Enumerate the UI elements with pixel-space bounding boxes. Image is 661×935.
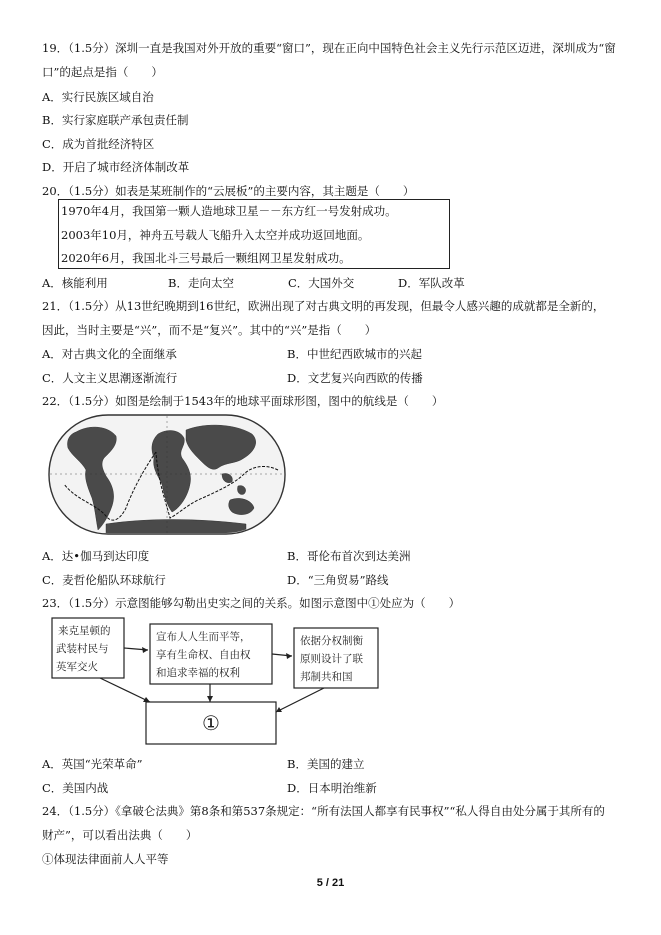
q20-box-line3: 2020年6月，我国北斗三号最后一颗组网卫星发射成功。	[61, 251, 351, 265]
box2-line2: 享有生命权、自由权	[156, 649, 251, 661]
box3-line2: 原则设计了联	[300, 653, 363, 665]
q19-option-b: B．实行家庭联产承包责任制	[42, 113, 189, 127]
q19-option-d: D．开启了城市经济体制改革	[42, 160, 190, 174]
q24-item-1: ①体现法律面前人人平等	[42, 852, 169, 866]
q22-option-d: D．“三角贸易”路线	[287, 573, 389, 587]
q20-info-box	[58, 199, 450, 269]
q19-option-c: C．成为首批经济特区	[42, 137, 155, 151]
q23-option-c: C．美国内战	[42, 781, 109, 795]
box2-line3: 和追求幸福的权利	[156, 667, 240, 679]
q19-stem-line2: 口”的起点是指（ ）	[42, 65, 163, 79]
q23-stem: 23．（1.5分）示意图能够勾勒出史实之间的关系。如图示意图中①处应为（ ）	[42, 596, 461, 610]
q20-option-c: C．大国外交	[288, 276, 355, 290]
q22-option-c: C．麦哲伦船队环球航行	[42, 573, 166, 587]
q20-stem: 20．（1.5分）如表是某班制作的“云展板”的主要内容，其主题是（ ）	[42, 184, 415, 198]
diagram-blank-marker: ①	[202, 711, 220, 735]
q20-box-line1: 1970年4月，我国第一颗人造地球卫星－－东方红一号发射成功。	[61, 204, 397, 218]
q23-option-d: D．日本明治维新	[287, 781, 377, 795]
q21-stem-line1: 21．（1.5分）从13世纪晚期到16世纪，欧洲出现了对古典文明的再发现，但最令人感兴趣的成就都是全新的，	[42, 299, 605, 313]
q20-option-b: B．走向太空	[168, 276, 234, 290]
page-number: 5 / 21	[316, 877, 345, 889]
world-map-1543	[46, 412, 288, 537]
q23-flow-diagram	[44, 614, 384, 749]
q21-option-c: C．人文主义思潮逐渐流行	[42, 371, 178, 385]
q21-stem-line2: 因此，当时主要是“兴”，而不是“复兴”。其中的“兴”是指（ ）	[42, 323, 377, 337]
box3-line3: 邦制共和国	[300, 671, 353, 683]
box2-line1: 宣布人人生而平等，	[156, 631, 251, 643]
box1-line1: 来克星顿的	[58, 625, 111, 637]
q20-option-d: D．军队改革	[398, 276, 465, 290]
q22-stem: 22．（1.5分）如图是绘制于1543年的地球平面球形图，图中的航线是（ ）	[42, 394, 444, 408]
q22-option-b: B．哥伦布首次到达美洲	[287, 549, 411, 563]
q19-stem-line1: 19．（1.5分）深圳一直是我国对外开放的重要“窗口”，现在正向中国特色社会主义先行示范区迈进，深圳成为“窗	[42, 41, 616, 55]
q19-option-a: A．实行民族区域自治	[42, 90, 154, 104]
q24-stem-line2: 财产”，可以看出法典（ ）	[42, 828, 198, 842]
q23-option-b: B．美国的建立	[287, 757, 365, 771]
q22-option-a: A．达•伽马到达印度	[42, 549, 150, 563]
q21-option-d: D．文艺复兴向西欧的传播	[287, 371, 423, 385]
q23-option-a: A．英国“光荣革命”	[42, 757, 143, 771]
q21-option-b: B．中世纪西欧城市的兴起	[287, 347, 422, 361]
box3-line1: 依据分权制衡	[300, 635, 363, 647]
q21-option-a: A．对古典文化的全面继承	[42, 347, 177, 361]
box1-line3: 英军交火	[56, 661, 98, 673]
q20-option-a: A．核能利用	[42, 276, 108, 290]
q20-box-line2: 2003年10月，神舟五号载人飞船升入太空并成功返回地面。	[61, 228, 370, 242]
q24-stem-line1: 24．（1.5分）《拿破仑法典》第8条和第537条规定：“所有法国人都享有民事权”“私人得自由处分属于其所有的	[42, 804, 605, 818]
box1-line2: 武装村民与	[56, 643, 109, 655]
